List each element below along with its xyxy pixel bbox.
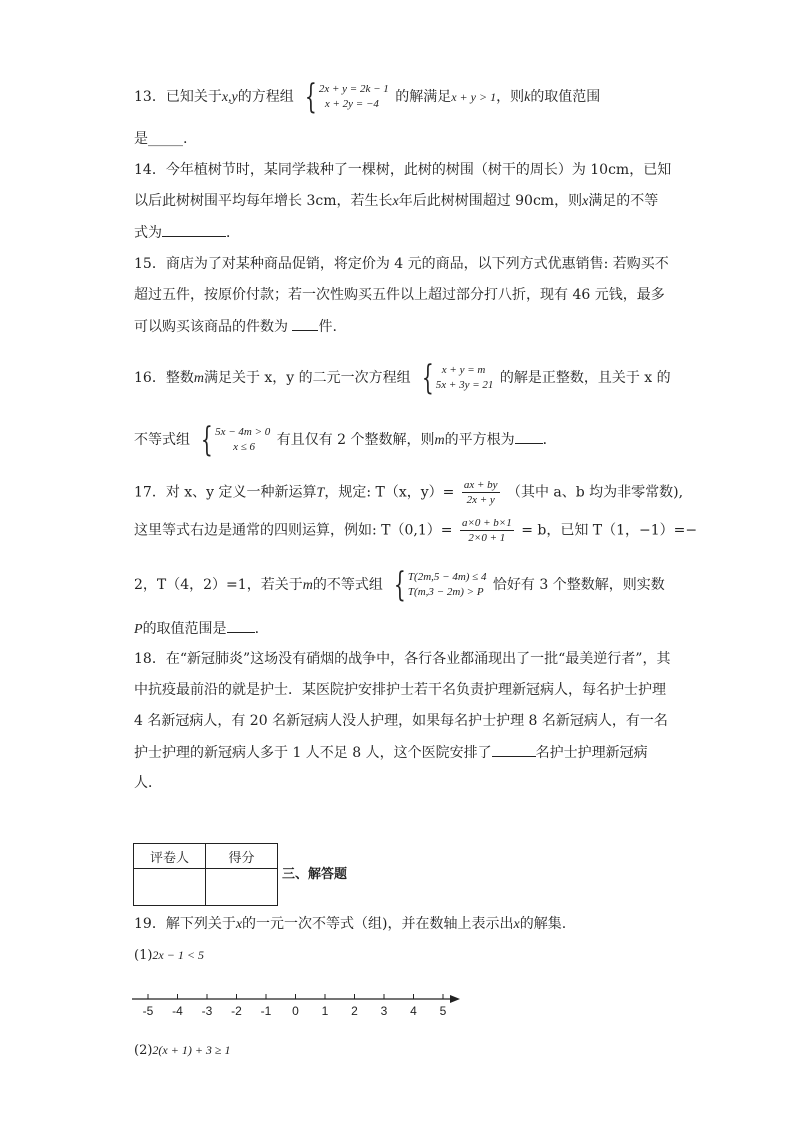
score-header: 得分 [206,844,278,869]
q17-ineq2: T(m,3 − 2m) > P [407,586,484,598]
q14-line1: 14．今年植树节时，某同学栽种了一棵树，此树的树围（树干的周长）为 10cm，已知 [134,162,672,178]
score-cell [206,869,278,906]
q17-line4c: . [254,621,260,637]
tick-label: -4 [172,1004,183,1018]
q19-part1-expr: 2x − 1 < 5 [152,948,204,962]
tick-label: -5 [142,1004,154,1018]
q17-line1b: ，规定: T（x，y）= [324,484,455,501]
brace-icon: { [394,565,407,605]
q17-line3a: 2，T（4，2）=1，若关于 [134,577,303,593]
q15-line3b: 件. [318,319,337,335]
tick-label: -1 [260,1004,272,1018]
tick-label: -2 [231,1004,242,1018]
q18-line3: 4 名新冠病人，有 20 名新冠病人没人护理，如果每名护士护理 8 名新冠病人，有一名 [134,713,668,729]
q17-line3b: 的不等式组 [312,577,383,593]
q17-T: T [316,485,325,501]
brace-icon: { [201,420,214,460]
grader-header: 评卷人 [134,844,206,869]
q19-part2-label: (2) [134,1043,153,1058]
number-line [130,990,470,1020]
arrow-right-icon [450,995,460,1003]
q17-frac2-den: 2×0 + 1 [468,532,506,544]
q13-after2: ，则 [496,89,525,105]
grader-cell [134,869,206,906]
q18-line4a: 护士护理的新冠病人多于 1 人不足 8 人，这个医院安排了 [134,745,492,761]
q13-vars: x,y [221,90,238,105]
q16-line1c: 的解是正整数，且关于 x 的 [499,370,671,386]
q13-eq2: x + 2y = −4 [324,98,379,110]
q18-line4b: 名护士护理新冠病 [535,745,648,761]
q17-line3c: 恰好有 3 个整数解，则实数 [492,577,665,593]
q17-line2a: 这里等式右边是通常的四则运算，例如: T（0,1）= [134,522,453,539]
q17-m: m [302,578,313,593]
score-table [133,843,278,906]
q14-line2c: 满足的不等 [588,193,659,209]
q15-line1: 15．商店为了对某种商品促销，将定价为 4 元的商品，以下列方式优惠销售: 若购买不 [134,256,669,272]
q17-line2b: = b，已知 T（1，−1）=− [521,522,698,539]
q14-answer-blank [162,222,226,237]
section-title: 三、解答题 [282,866,348,881]
q14-line2 [134,191,658,212]
q17-P: P [134,622,143,637]
q16-line1a: 16．整数 [134,370,194,386]
q17-line4 [134,618,259,640]
q19-line1c: 的解集. [519,916,567,932]
q18-line2: 中抗疫最前沿的就是护士．某医院护安排护士若干名负责护理新冠病人，每名护士护理 [134,682,666,698]
q15-line3a: 可以购买该商品的件数为 [134,319,293,335]
q17-line3 [134,565,665,605]
tick-label: 3 [380,1004,388,1018]
q18-answer-blank [492,742,536,757]
q16-line2a: 不等式组 [134,432,190,448]
q13-after: 的解满足 [395,89,452,105]
q15-line3 [134,316,337,337]
q13-condition: x + y > 1 [451,90,497,104]
q16-line2b: 有且仅有 2 个整数解，则 [276,432,435,448]
tick-label: -3 [201,1004,213,1018]
q13-tail: 的取值范围 [530,89,601,105]
q17-inequality-system [389,565,487,605]
q17-fraction2 [460,516,514,545]
q17-line1a: 17．对 x、y 定义一种新运算 [134,484,317,501]
q16-line2d: ． [542,432,557,448]
q16-m2: m [434,433,445,448]
q16-line2 [134,420,557,460]
q16-line2c: 的平方根为 [444,432,515,448]
q17-line2 [134,516,697,545]
q14-x: x [392,194,399,209]
tick-label: 2 [351,1004,358,1018]
q19-x: x [235,917,243,932]
q15-line2: 超过五件，按原价付款；若一次性购买五件以上超过部分打八折，现有 46 元钱，最多 [134,287,665,303]
q14-line2a: 以后此树树围平均每年增长 3cm，若生长 [134,193,393,209]
q18-line5: 人． [134,775,162,791]
q15-answer-blank [292,316,318,331]
q17-frac1-num: ax + by [463,479,498,491]
q19-x2: x [513,917,520,932]
q13-mid: 的方程组 [237,89,294,105]
q16-eq2: 5x + 3y = 21 [435,379,494,391]
q19-part2-expr: 2(x + 1) + 3 ≥ 1 [152,1043,231,1057]
q19-line1b: 的一元一次不等式（组)，并在数轴上表示出 [242,916,514,932]
q17-ineq1: T(2m,5 − 4m) ≤ 4 [407,571,487,583]
tick-label: 4 [410,1004,417,1018]
q17-frac1-den: 2x + y [466,494,495,506]
q16-ineq1: 5x − 4m > 0 [215,426,271,438]
q14-line2b: 年后此树树围超过 90cm，则 [398,193,583,209]
q16-inequality-system [196,420,271,460]
q14-line3a: 式为 [134,225,162,241]
q16-line1b: 满足关于 x，y 的二元一次方程组 [203,370,411,386]
q16-line1 [134,358,671,398]
q17-fraction1 [462,478,500,507]
q13-k: k [524,90,531,105]
q17-line4b: 的取值范围是 [142,621,227,637]
q13-eq1: 2x + y = 2k − 1 [318,83,389,95]
q16-answer-blank [515,429,543,444]
q17-line1c: （其中 a、b 均为非零常数), [506,484,684,501]
q16-m: m [193,371,204,386]
brace-icon: { [421,358,434,398]
brace-icon: { [305,77,317,117]
q16-equation-system [417,358,494,398]
tick-label: 1 [321,1004,329,1018]
q13-line2: 是_____. [134,131,188,147]
q19-line1a: 19．解下列关于 [134,916,236,932]
q17-line1 [134,478,683,507]
q19-part1-label: (1) [134,948,153,963]
number-line-ticks [143,994,447,1018]
q13-prefix: 13．已知关于 [134,89,222,105]
q17-frac2-num: a×0 + b×1 [461,517,512,529]
q19-part1 [134,945,204,966]
q13-equation-system [300,77,389,117]
tick-label: 0 [292,1004,299,1018]
q16-eq1: x + y = m [441,364,486,376]
q14-line3 [134,222,240,243]
q18-line1: 18．在“新冠肺炎”这场没有硝烟的战争中，各行各业都涌现出了一批“最美逆行者”，其 [134,651,671,667]
q16-ineq2: x ≤ 6 [233,441,256,453]
q19-part2 [134,1040,231,1061]
q18-line4 [134,742,648,763]
q14-line3b: ． [226,225,240,241]
tick-label: 5 [439,1004,447,1018]
q14-x2: x [582,194,589,209]
q19-line1 [134,914,566,935]
q17-answer-blank [227,618,255,633]
q13-line1 [134,77,601,117]
